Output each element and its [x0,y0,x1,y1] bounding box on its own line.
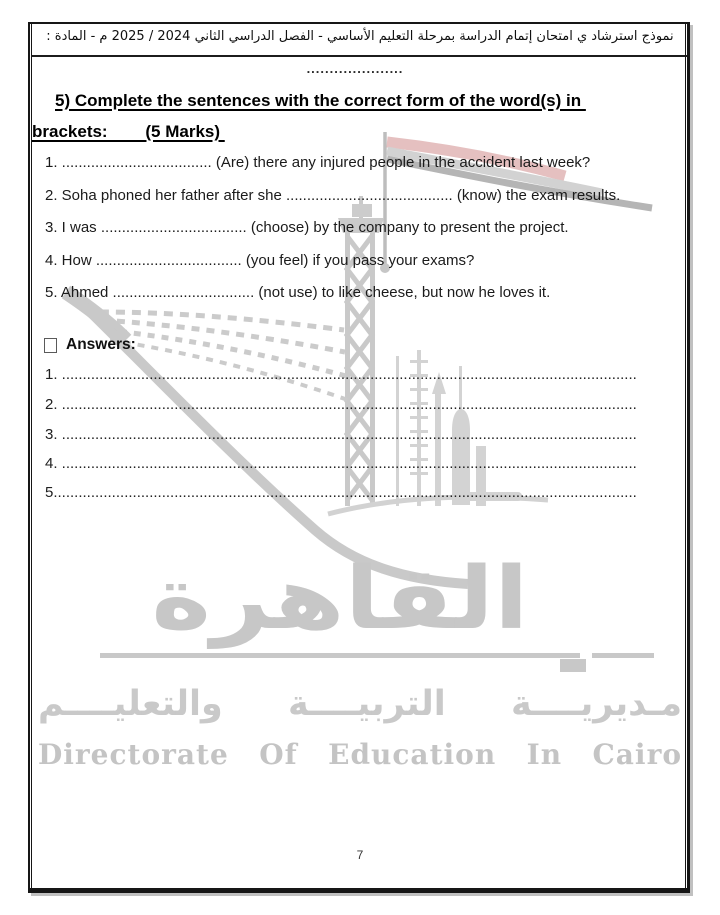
exercise-title-line2: brackets: (5 Marks) [32,122,225,141]
answer-line-4: 4. .......................................................................................................................................... [45,455,637,472]
question-4: 4. How ................................... (you feel) if you pass your exams? [45,251,475,269]
page-number: 7 [356,848,364,862]
cairo-logo-arabic: القاهرة [151,549,529,649]
subject-dotted-line: ..................... [306,61,404,76]
directorate-arabic-text: مـديريــــة التربيــــة والتعليــــم [38,684,682,724]
answer-line-2: 2. .......................................................................................................................................... [45,396,637,413]
header-rule [31,55,689,57]
question-3: 3. I was ................................... (choose) by the company to present the project. [45,219,569,236]
checkbox-icon [44,338,57,353]
directorate-english-text: Directorate Of Education In Cairo [38,738,682,771]
question-2: 2. Soha phoned her father after she ........................................ (know) the exam results. [45,186,621,204]
question-5: 5. Ahmed .................................. (not use) to like cheese, but now he loves it. [45,284,551,301]
answers-heading [44,336,136,354]
answer-line-5: 5............................................................................................................................................ [45,484,637,501]
exam-header-arabic: نموذج استرشاد ي امتحان إتمام الدراسة بمرحلة التعليم الأساسي - الفصل الدراسي الثاني 2024 / 2025 م - المادة : [46,29,674,44]
exercise-title-line1: 5) Complete the sentences with the correct form of the word(s) in [55,91,586,110]
question-1: 1. .................................... (Are) there any injured people in the accident last week? [45,154,591,171]
question-list [45,147,700,310]
answer-line-3: 3. .......................................................................................................................................... [45,426,637,443]
answer-line-1: 1. .......................................................................................................................................... [45,366,637,383]
answers-heading-label: Answers: [66,336,136,353]
